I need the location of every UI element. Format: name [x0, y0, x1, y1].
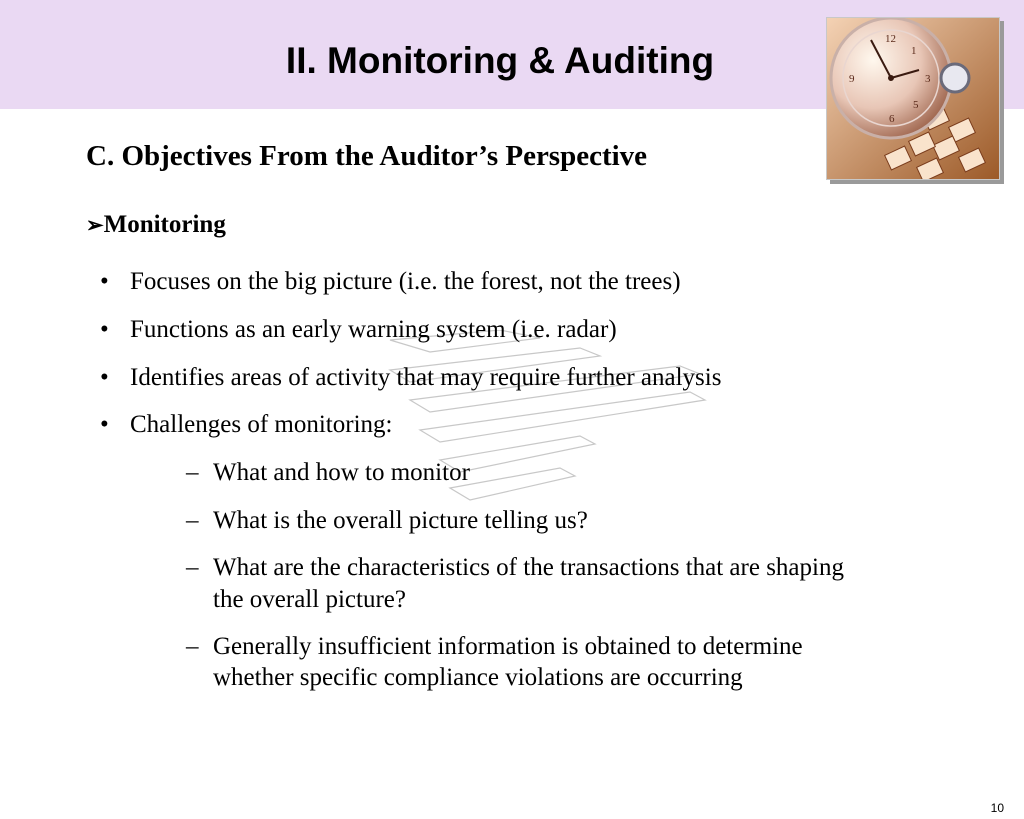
slide-title: II. Monitoring & Auditing	[285, 40, 715, 81]
dash-icon: –	[186, 554, 199, 581]
svg-text:3: 3	[925, 73, 931, 85]
svg-text:5: 5	[913, 99, 919, 111]
clock-keyboard-photo	[826, 17, 1000, 180]
sub-bullet-text-continued: the overall picture?	[213, 586, 406, 613]
bullet-icon: •	[100, 411, 109, 438]
bullet-text: Identifies areas of activity that may require further analysis	[130, 364, 722, 391]
page-number: 10	[990, 801, 1004, 815]
bullet-text: Functions as an early warning system (i.e. radar)	[130, 316, 617, 343]
section-heading-label: Monitoring	[103, 211, 226, 238]
section-heading	[86, 208, 226, 242]
arrow-bullet-icon: ➢	[86, 213, 104, 237]
sub-bullet-text: Generally insufficient information is obtained to determine	[213, 633, 803, 660]
bullet-text: Focuses on the big picture (i.e. the forest, not the trees)	[130, 268, 681, 295]
subtitle: C. Objectives From the Auditor’s Perspective	[86, 140, 648, 172]
watermark-lines	[380, 330, 720, 520]
bullet-text: Challenges of monitoring:	[130, 411, 393, 438]
bullet-icon: •	[100, 364, 109, 391]
sub-bullet-text: What are the characteristics of the transactions that are shaping	[213, 554, 844, 581]
svg-text:9: 9	[849, 73, 855, 85]
bullet-icon: •	[100, 316, 109, 343]
svg-text:6: 6	[889, 113, 895, 125]
sub-bullet-text: What is the overall picture telling us?	[213, 507, 588, 534]
sub-bullet-text: What and how to monitor	[213, 459, 470, 486]
bullet-icon: •	[100, 268, 109, 295]
dash-icon: –	[186, 459, 199, 486]
dash-icon: –	[186, 633, 199, 660]
dash-icon: –	[186, 507, 199, 534]
svg-text:1: 1	[911, 45, 917, 57]
svg-text:12: 12	[885, 33, 896, 45]
sub-bullet-text-continued: whether specific compliance violations are occurring	[213, 664, 743, 691]
